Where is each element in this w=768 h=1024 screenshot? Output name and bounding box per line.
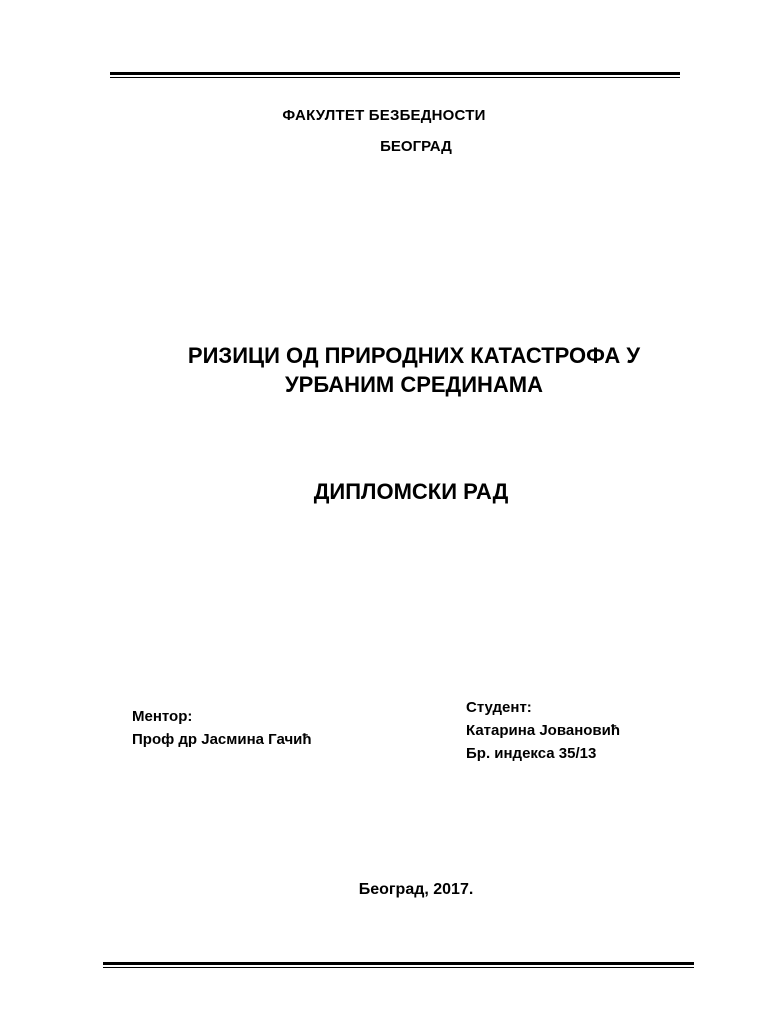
mentor-name: Проф др Јасмина Гачић xyxy=(132,731,312,748)
top-double-rule xyxy=(110,72,680,75)
thesis-type: ДИПЛОМСКИ РАД xyxy=(313,479,509,504)
mentor-label: Ментор: xyxy=(132,708,193,725)
student-name: Катарина Јовановић xyxy=(466,722,621,739)
mentor-block xyxy=(132,705,312,751)
thesis-title-line-2: УРБАНИМ СРЕДИНАМА xyxy=(284,372,544,397)
faculty-name: ФАКУЛТЕТ БЕЗБЕДНОСТИ xyxy=(282,107,486,124)
place-and-year: Београд, 2017. xyxy=(358,881,474,898)
bottom-double-rule xyxy=(103,962,694,965)
thesis-title-line-1: РИЗИЦИ ОД ПРИРОДНИХ КАТАСТРОФА У xyxy=(187,343,641,368)
faculty-city: БЕОГРАД xyxy=(380,138,452,155)
student-index: Бр. индекса 35/13 xyxy=(466,745,597,762)
thesis-title xyxy=(30,341,768,399)
student-label: Студент: xyxy=(466,699,532,716)
student-block xyxy=(466,696,620,765)
